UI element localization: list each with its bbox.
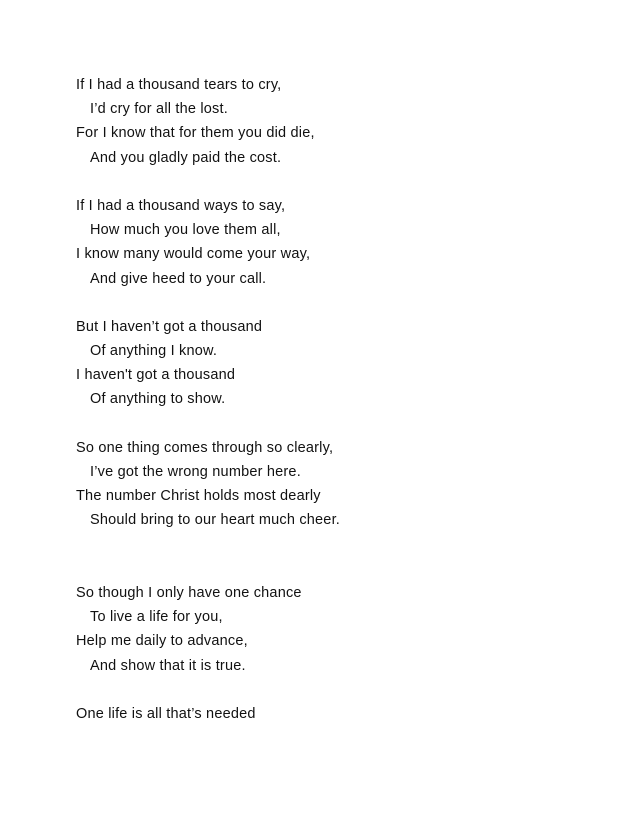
poem-line: Help me daily to advance, [76, 633, 248, 650]
poem-line-indented: To live a life for you, [90, 609, 223, 626]
poem-line: The number Christ holds most dearly [76, 488, 321, 505]
stanza-3 [76, 315, 596, 412]
poem-line: If I had a thousand ways to say, [76, 197, 286, 214]
stanza-spacer [76, 291, 596, 315]
poem-line: I haven't got a thousand [76, 367, 236, 384]
poem-line: But I haven’t got a thousand [76, 318, 263, 335]
stanza-6 [76, 702, 596, 726]
poem-line: For I know that for them you did die, [76, 125, 315, 142]
poem-line-indented: Of anything I know. [90, 343, 218, 360]
poem-line-indented: I’d cry for all the lost. [90, 101, 228, 118]
poem-line: If I had a thousand tears to cry, [76, 77, 282, 93]
poem-line-indented: And show that it is true. [90, 657, 246, 674]
poem-line-indented: Should bring to our heart much cheer. [90, 512, 341, 529]
stanza-1 [76, 73, 596, 170]
stanza-spacer [76, 533, 596, 581]
poem-body [76, 73, 596, 726]
stanza-spacer [76, 678, 596, 702]
poem-line-indented: Of anything to show. [90, 391, 226, 408]
poem-line-indented: I’ve got the wrong number here. [90, 464, 301, 480]
poem-line-indented: And you gladly paid the cost. [90, 149, 282, 166]
stanza-4 [76, 436, 596, 533]
poem-line: I know many would come your way, [76, 246, 311, 263]
stanza-2 [76, 194, 596, 291]
stanza-spacer [76, 170, 596, 194]
poem-line: So one thing comes through so clearly, [76, 439, 334, 456]
poem-line-indented: And give heed to your call. [90, 270, 267, 287]
poem-line: One life is all that’s needed [76, 705, 256, 722]
stanza-spacer [76, 412, 596, 436]
stanza-5 [76, 581, 596, 678]
poem-line-indented: How much you love them all, [90, 222, 281, 239]
poem-line: So though I only have one chance [76, 584, 302, 601]
